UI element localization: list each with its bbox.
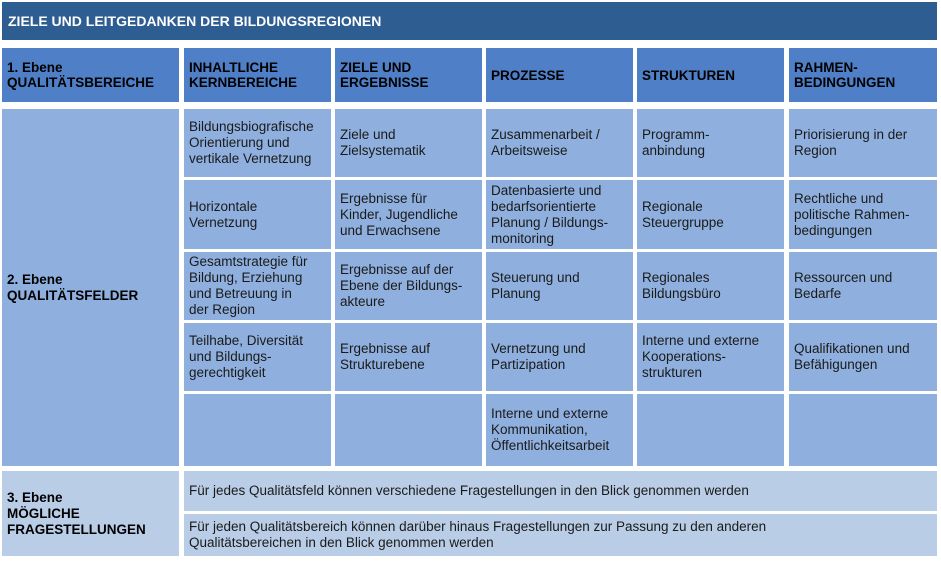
field-cell-c2-r2 [335,180,482,249]
column-header-1 [184,48,331,102]
field-cell-c5-r1-text: Priorisierung in der Region [794,127,908,158]
field-cell-c4-r3 [637,252,784,320]
field-cell-c5-r4-text: Qualifikationen und Befähigungen [794,341,910,372]
level2-label [2,109,179,466]
field-cell-c2-r1 [335,109,482,177]
column-header-4-text: STRUKTUREN [642,67,735,83]
field-cell-c4-r2-text: Regionale Steuergruppe [642,198,724,230]
field-cell-c2-r5 [335,394,482,466]
field-cell-c2-r4 [335,323,482,391]
column-header-2-text: ZIELE UND ERGEBNISSE [340,60,429,90]
column-header-4 [637,48,784,102]
field-cell-c4-r3-text: Regionales Bildungsbüro [642,270,721,301]
field-cell-c5-r2-text: Rechtliche und politische Rahmen- bedingungen [794,190,910,238]
field-cell-c5-r3 [789,252,937,320]
field-cell-c2-r2-text: Ergebnisse für Kinder, Jugendliche und Erwachsene [340,190,458,238]
field-cell-c1-r3-text: Gesamtstrategie für Bildung, Erziehung und Betreuung in der Region [189,254,308,317]
field-cell-c3-r1-text: Zusammenarbeit / Arbeitsweise [491,127,600,158]
field-cell-c5-r1 [789,109,937,177]
page-title: ZIELE UND LEITGEDANKEN DER BILDUNGSREGIONEN [2,2,937,40]
field-cell-c2-r4-text: Ergebnisse auf Strukturebene [340,341,431,372]
column-header-5-text: RAHMEN- BEDINGUNGEN [794,60,896,90]
question-row-1 [184,471,937,511]
column-header-1-text: INHALTLICHE KERNBEREICHE [189,60,298,90]
field-cell-c3-r4-text: Vernetzung und Partizipation [491,341,586,372]
question-row-2 [184,514,937,556]
level3-label [2,471,179,556]
field-cell-c3-r2 [486,180,633,249]
field-cell-c1-r5 [184,394,331,466]
column-header-5 [789,48,937,102]
level2-label-text: 2. Ebene QUALITÄTSFELDER [7,271,139,303]
field-cell-c5-r3-text: Ressourcen und Bedarfe [794,270,893,301]
question-row-1-text: Für jedes Qualitätsfeld können verschiedene Fragestellungen in den Blick genommen werden [189,483,749,498]
field-cell-c3-r2-text: Datenbasierte und bedarfsorientierte Planung / Bildungs- monitoring [491,182,609,246]
field-cell-c4-r1-text: Programm- anbindung [642,127,710,158]
field-cell-c2-r3-text: Ergebnisse auf der Ebene der Bildungs- akteure [340,262,463,309]
level1-header [2,48,179,102]
level1-header-text: 1. Ebene QUALITÄTSBEREICHE [7,60,155,90]
field-cell-c4-r4 [637,323,784,391]
field-cell-c3-r5-text: Interne und externe Kommunikation, Öffentlichkeitsarbeit [491,406,610,453]
field-cell-c3-r4 [486,323,633,391]
field-cell-c1-r1-text: Bildungsbiografische Orientierung und vertikale Vernetzung [189,119,314,166]
column-header-3-text: PROZESSE [491,67,565,83]
level3-label-text: 3. Ebene MÖGLICHE FRAGESTELLUNGEN [7,489,146,537]
field-cell-c4-r4-text: Interne und externe Kooperations- strukturen [642,333,760,380]
field-cell-c3-r3-text: Steuerung und Planung [491,270,580,301]
field-cell-c3-r1 [486,109,633,177]
field-cell-c1-r4-text: Teilhabe, Diversität und Bildungs- gerechtigkeit [189,333,304,380]
field-cell-c2-r1-text: Ziele und Zielsystematik [340,127,426,158]
field-cell-c1-r2 [184,180,331,249]
field-cell-c5-r4 [789,323,937,391]
field-cell-c4-r5 [637,394,784,466]
question-row-2-text: Für jeden Qualitätsbereich können darüber hinaus Fragestellungen zur Passung zu den anderen Qualitätsbereichen in den Blick genommen werden [189,519,767,550]
field-cell-c1-r3 [184,252,331,320]
column-header-3 [486,48,633,102]
field-cell-c1-r2-text: Horizontale Vernetzung [189,198,258,230]
field-cell-c4-r2 [637,180,784,249]
field-cell-c5-r5 [789,394,937,466]
field-cell-c1-r4 [184,323,331,391]
field-cell-c3-r5 [486,394,633,466]
field-cell-c4-r1 [637,109,784,177]
field-cell-c3-r3 [486,252,633,320]
field-cell-c5-r2 [789,180,937,249]
field-cell-c2-r3 [335,252,482,320]
column-header-2 [335,48,482,102]
field-cell-c1-r1 [184,109,331,177]
